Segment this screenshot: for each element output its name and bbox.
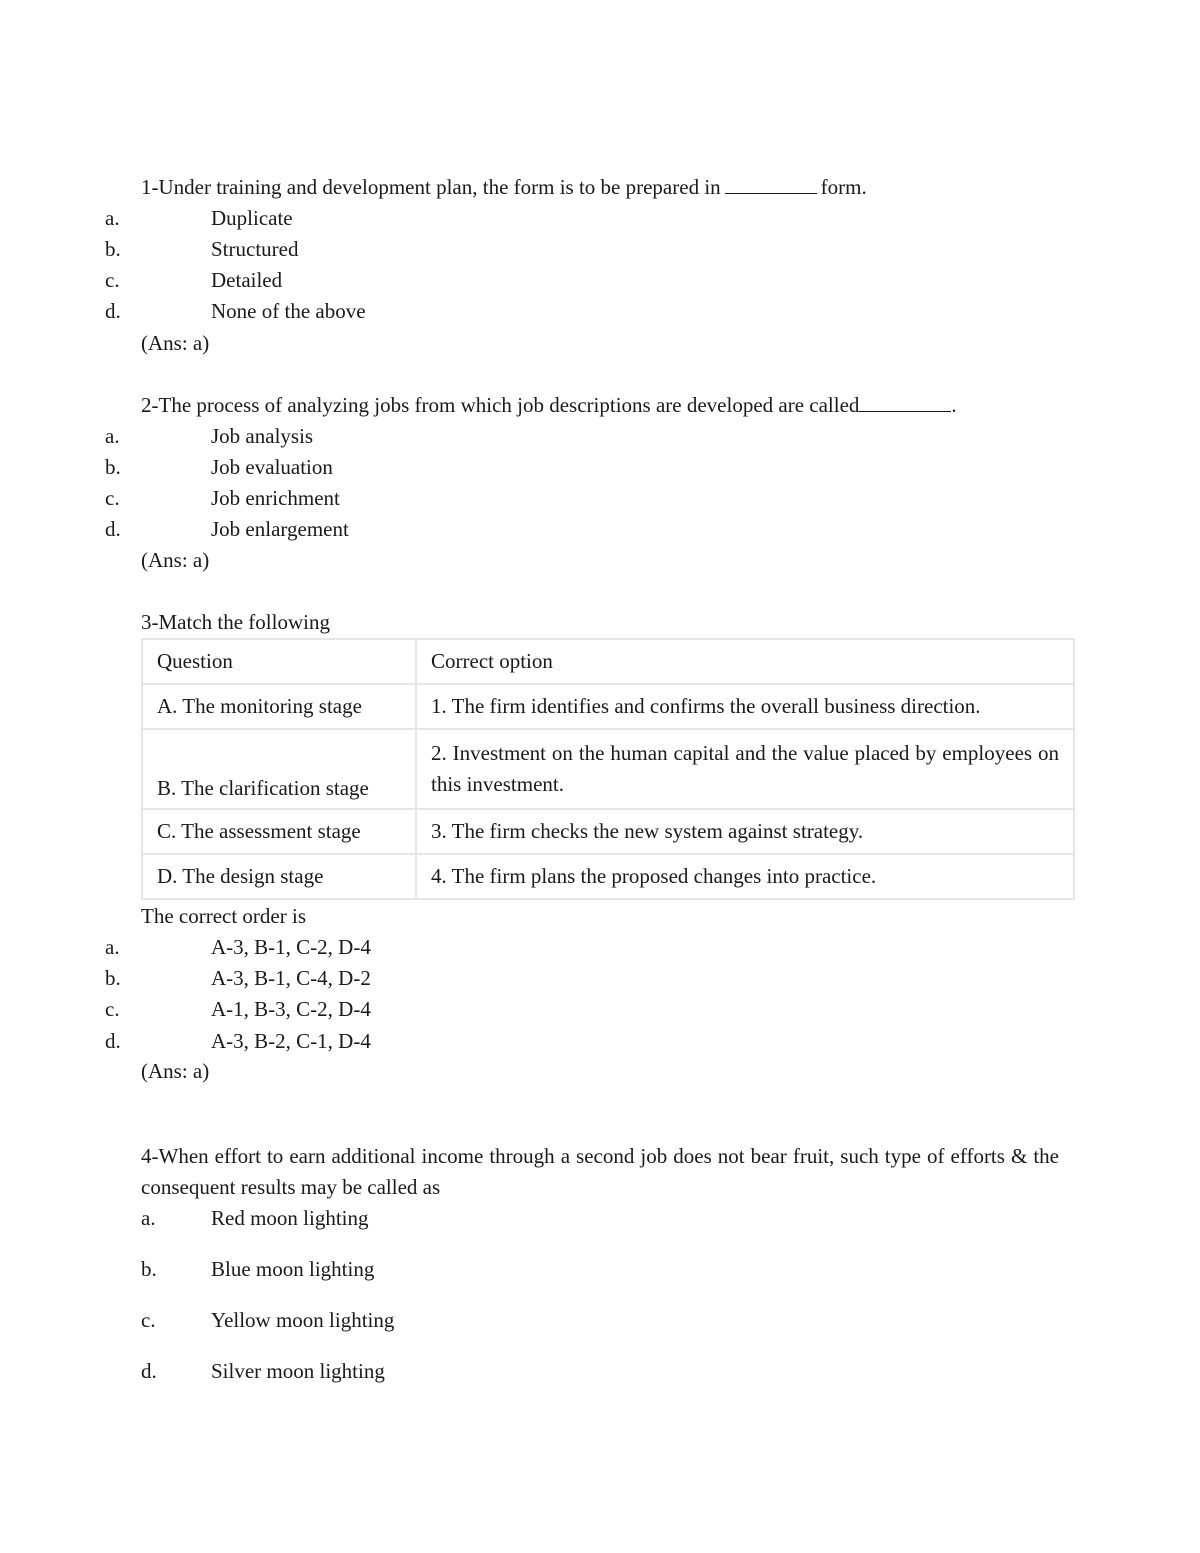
option-text: A-3, B-1, C-2, D-4: [211, 935, 371, 959]
option-letter: a.: [105, 935, 120, 959]
question-3-answer: (Ans: a): [141, 1059, 210, 1083]
table-cell: 4. The firm plans the proposed changes into practice.: [416, 854, 1074, 899]
option-letter: b.: [105, 237, 121, 261]
table-cell: A. The monitoring stage: [142, 684, 416, 729]
table-cell: 3. The firm checks the new system against strategy.: [416, 809, 1074, 854]
option-text: Yellow moon lighting: [211, 1308, 395, 1332]
option-letter: c.: [141, 1308, 156, 1332]
option-text: Structured: [211, 237, 299, 261]
table-header-cell: Correct option: [416, 639, 1074, 684]
option-letter: b.: [141, 1257, 157, 1281]
question-2-answer: (Ans: a): [141, 548, 210, 572]
table-header-cell: Question: [142, 639, 416, 684]
table-cell: 1. The firm identifies and confirms the overall business direction.: [416, 684, 1074, 729]
option-text: Job enlargement: [211, 517, 349, 541]
option-text: Silver moon lighting: [211, 1359, 385, 1383]
option-text: Job enrichment: [211, 486, 340, 510]
option-letter: c.: [105, 268, 120, 292]
question-4-stem: 4-When effort to earn additional income through a second job does not bear fruit, such type of efforts & the consequent results may be called as: [141, 1144, 1059, 1199]
option-text: Job analysis: [211, 424, 314, 448]
option-letter: c.: [105, 486, 120, 510]
table-cell: D. The design stage: [142, 854, 416, 899]
table-cell: C. The assessment stage: [142, 809, 416, 854]
table-row: [142, 729, 1074, 809]
option-letter: c.: [105, 997, 120, 1021]
option-text: Duplicate: [211, 206, 293, 230]
option-text: Blue moon lighting: [211, 1257, 375, 1281]
match-table: [141, 638, 1075, 900]
option-text: A-3, B-2, C-1, D-4: [211, 1029, 371, 1053]
question-2-stem-before: 2-The process of analyzing jobs from which job descriptions are developed are called: [141, 393, 860, 417]
question-1-stem-before: 1-Under training and development plan, the form is to be prepared in: [141, 175, 721, 199]
question-2-stem: [141, 392, 957, 418]
table-row: [142, 854, 1074, 899]
answer-blank: [725, 175, 817, 194]
question-3-prompt: The correct order is: [141, 904, 306, 928]
question-1-answer: (Ans: a): [141, 331, 210, 355]
table-row: [142, 684, 1074, 729]
question-1-stem: [141, 174, 867, 200]
table-cell: 2. Investment on the human capital and the value placed by employees on this investment.: [416, 729, 1074, 809]
question-3-stem: 3-Match the following: [141, 610, 330, 634]
answer-blank: [859, 393, 951, 412]
option-letter: d.: [141, 1359, 157, 1383]
question-2-stem-after: .: [951, 393, 957, 417]
option-text: A-1, B-3, C-2, D-4: [211, 997, 371, 1021]
option-letter: b.: [105, 966, 121, 990]
option-letter: d.: [105, 1029, 121, 1053]
option-letter: b.: [105, 455, 121, 479]
option-letter: a.: [105, 424, 120, 448]
question-1-stem-after: form.: [820, 175, 867, 199]
table-row: [142, 809, 1074, 854]
option-text: A-3, B-1, C-4, D-2: [211, 966, 371, 990]
option-letter: d.: [105, 299, 121, 323]
option-text: None of the above: [211, 299, 366, 323]
table-header-row: [142, 639, 1074, 684]
option-letter: d.: [105, 517, 121, 541]
table-cell: B. The clarification stage: [142, 729, 416, 809]
option-text: Red moon lighting: [211, 1206, 369, 1230]
option-text: Detailed: [211, 268, 283, 292]
option-text: Job evaluation: [211, 455, 333, 479]
option-letter: a.: [105, 206, 120, 230]
option-letter: a.: [141, 1206, 156, 1230]
